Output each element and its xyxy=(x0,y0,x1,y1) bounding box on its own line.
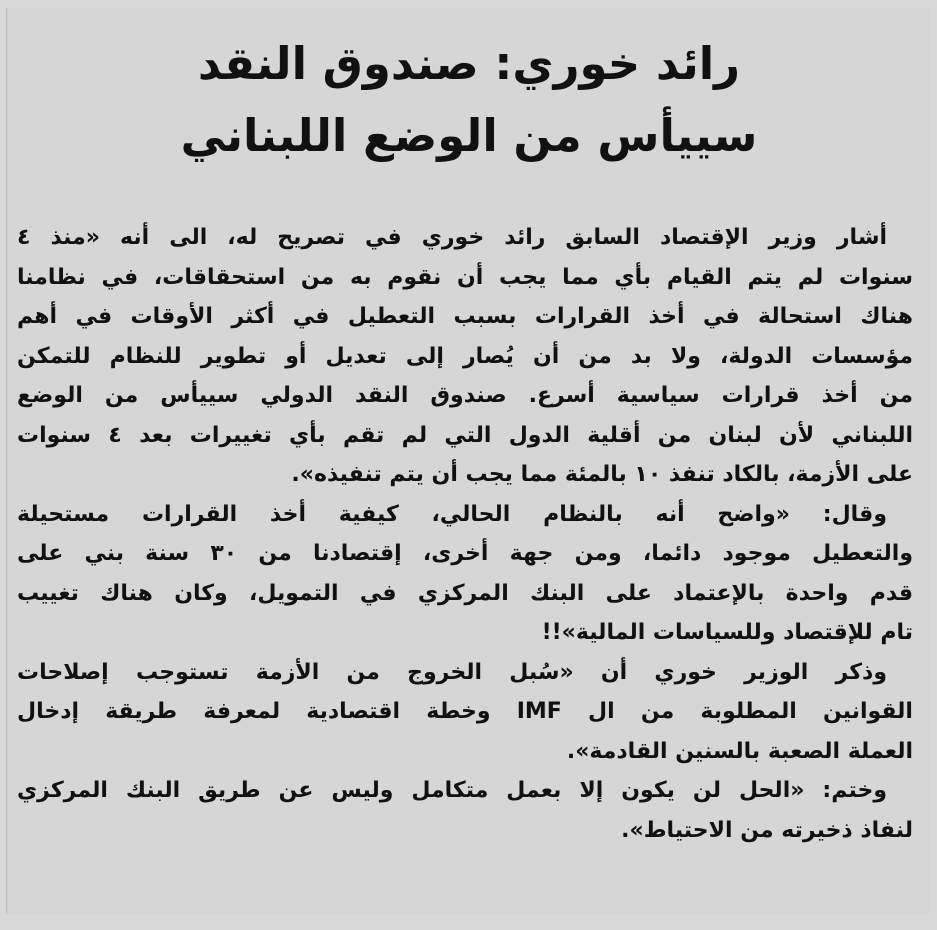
body-line: تام للإقتصاد وللسياسات المالية»!! xyxy=(541,620,913,645)
body-line: قدم واحدة بالإعتماد على البنك المركزي في التمويل، وكان هناك تغييب xyxy=(17,580,913,606)
body-line: أشار وزير الإقتصاد السابق رائد خوري في تصريح له، الى أنه «منذ ٤ xyxy=(17,225,887,250)
body-line: من أخذ قرارات سياسية أسرع. صندوق النقد الدولي سييأس من الوضع xyxy=(17,383,913,408)
body-line: وختم: «الحل لن يكون إلا بعمل متكامل وليس عن طريق البنك المركزي xyxy=(17,778,887,803)
body-line: وذكر الوزير خوري أن «سُبل الخروج من الأزمة تستوجب إصلاحات xyxy=(17,659,887,685)
body-line: لنفاذ ذخيرته من الاحتياط». xyxy=(621,817,913,843)
headline-line-1: رائد خوري: صندوق النقد xyxy=(197,37,741,90)
headline xyxy=(7,28,931,172)
body-line: اللبناني لأن لبنان من أقلية الدول التي لم تقم بأي تغييرات بعد ٤ سنوات xyxy=(17,422,913,448)
body-line: العملة الصعبة بالسنين القادمة». xyxy=(566,738,913,764)
body-line: وقال: «واضح أنه بالنظام الحالي، كيفية أخذ القرارات مستحيلة xyxy=(17,501,887,527)
newspaper-clipping xyxy=(6,8,931,914)
body-line: القوانين المطلوبة من ال IMF وخطة اقتصادية لمعرفة طريقة إدخال xyxy=(17,699,913,724)
body-line: سنوات لم يتم القيام بأي مما يجب أن نقوم به من استحقاقات، في نظامنا xyxy=(17,264,913,290)
body-line: هناك استحالة في أخذ القرارات بسبب التعطيل في أكثر الأوقات في أهم xyxy=(17,304,913,329)
body-line: على الأزمة، بالكاد تنفذ ١٠ بالمئة مما يجب أن يتم تنفيذه». xyxy=(291,462,913,487)
body-line: والتعطيل موجود دائما، ومن جهة أخرى، إقتصادنا من ٣٠ سنة بني على xyxy=(17,541,913,566)
headline-line-2: سييأس من الوضع اللبناني xyxy=(180,109,758,162)
article-body xyxy=(17,218,913,850)
body-line: مؤسسات الدولة، ولا بد من أن يُصار إلى تعديل أو تطوير للنظام للتمكن xyxy=(17,343,913,369)
